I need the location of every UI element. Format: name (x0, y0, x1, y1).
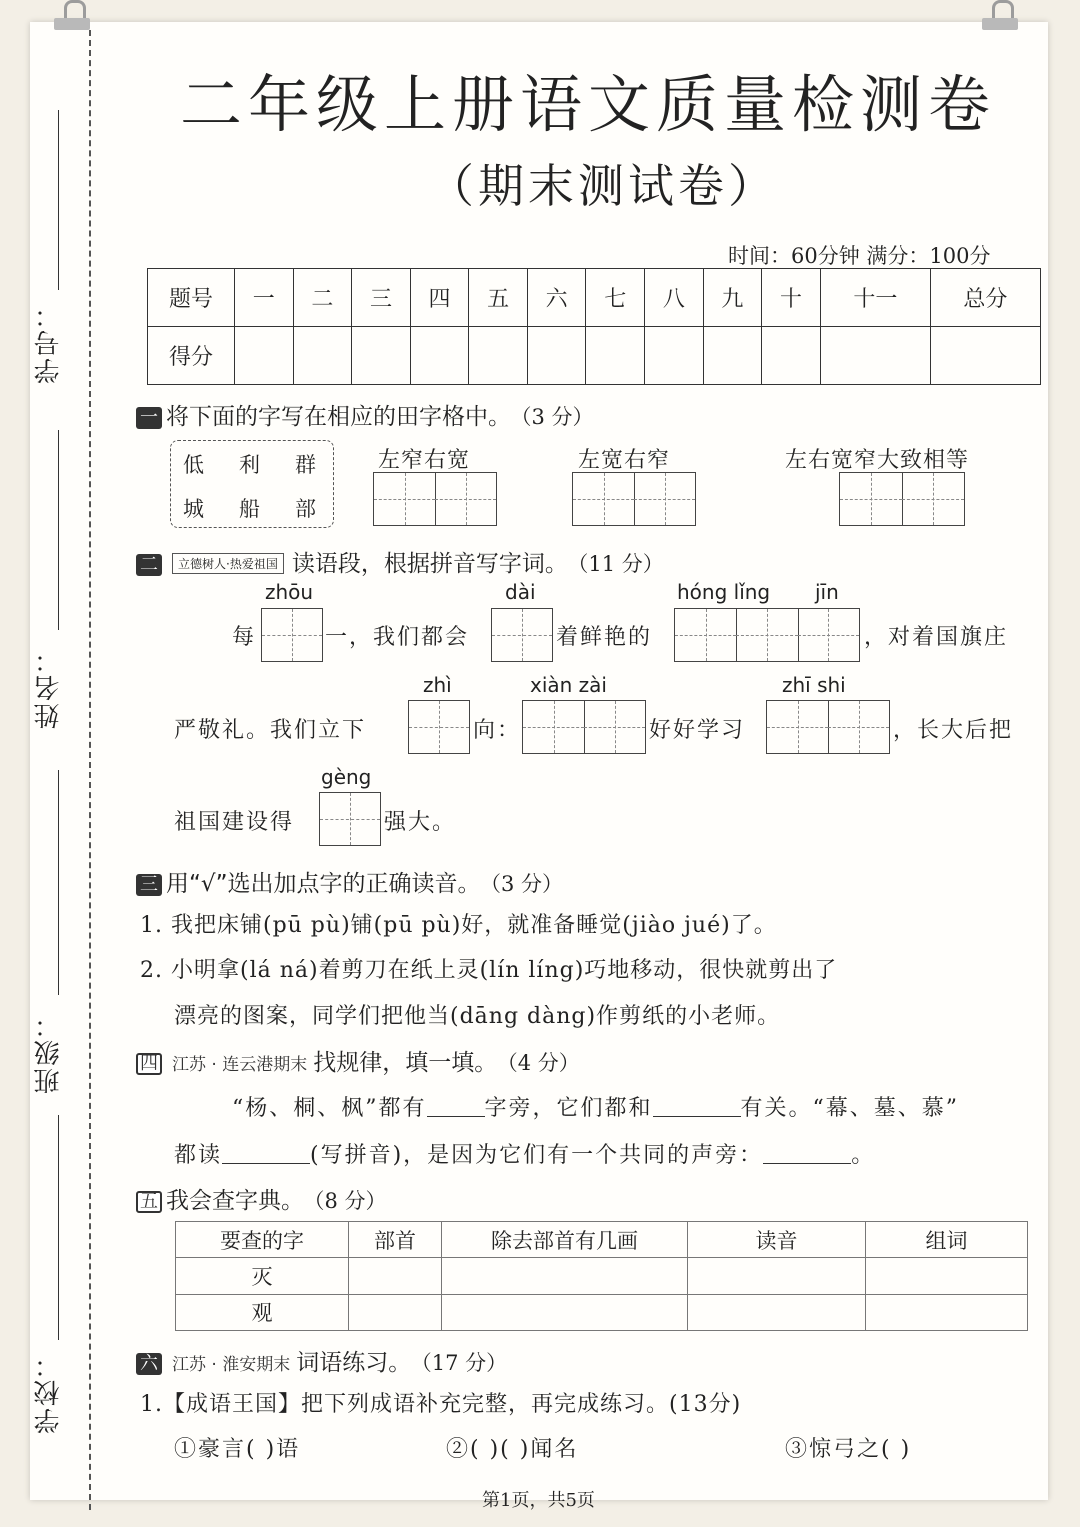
passage-text: 每 (232, 625, 257, 650)
category-label: 左窄右宽 (378, 448, 471, 473)
table-row (176, 1294, 1028, 1330)
lookup-char: 观 (176, 1294, 349, 1330)
score-header-cell: 一 (235, 269, 294, 327)
section-6-heading (136, 1344, 507, 1377)
column-header: 部首 (349, 1222, 442, 1258)
score-cell[interactable] (527, 327, 586, 385)
dictionary-header-row (176, 1222, 1028, 1258)
section-tag: 立德树人·热爱祖国 (172, 553, 284, 574)
tianzige-grid[interactable] (408, 700, 470, 754)
section-3-heading (136, 865, 563, 898)
char: 利 (239, 453, 260, 477)
grid-cell[interactable] (573, 473, 635, 525)
pattern-text: 字旁，它们都和 (484, 1096, 653, 1121)
grid-cell[interactable] (584, 701, 645, 753)
section-2-heading (136, 545, 664, 578)
grid-guide (859, 701, 860, 753)
grid-cell[interactable] (798, 609, 859, 661)
school-line[interactable] (58, 1115, 59, 1340)
pinyin: hóng lǐng (677, 580, 771, 604)
name-label: 姓名： (34, 645, 64, 729)
characters-box (170, 440, 334, 528)
passage-text: 祖国建设得 (174, 810, 295, 835)
answer-blank[interactable] (653, 1116, 741, 1117)
dictionary-table (175, 1221, 1028, 1331)
answer-cell[interactable] (866, 1258, 1028, 1294)
grid-guide (604, 473, 605, 525)
score-header-cell: 题号 (148, 269, 235, 327)
grid-cell[interactable] (262, 609, 322, 661)
grid-cell[interactable] (634, 473, 695, 525)
question-2-cont: 漂亮的图案，同学们把他当(dāng dàng)作剪纸的小老师。 (174, 1004, 781, 1029)
school-label: 学校： (34, 1350, 64, 1434)
passage-text: 严敬礼。我们立下 (174, 718, 367, 743)
score-cell[interactable] (410, 327, 469, 385)
section-title: 读语段，根据拼音写字词。 (291, 551, 568, 577)
category-label: 左右宽窄大致相等 (785, 448, 970, 473)
score-cell[interactable] (762, 327, 821, 385)
section-points: （17 分） (421, 1351, 508, 1375)
grid-cell[interactable] (902, 473, 964, 525)
grid-guide (466, 473, 467, 525)
binder-clip-icon (52, 0, 92, 40)
answer-cell[interactable] (349, 1294, 442, 1330)
category-label: 左宽右窄 (578, 448, 671, 473)
score-header-cell: 五 (469, 269, 528, 327)
score-header-cell: 四 (410, 269, 469, 327)
section-number: 四 (136, 1053, 162, 1075)
tianzige-grid[interactable] (261, 608, 323, 662)
section-number: 五 (136, 1191, 162, 1213)
answer-blank[interactable] (427, 1116, 485, 1117)
section-5-heading (136, 1182, 387, 1215)
grid-cell[interactable] (767, 701, 829, 753)
column-header: 读音 (688, 1222, 866, 1258)
answer-cell[interactable] (442, 1258, 688, 1294)
idiom-item[interactable]: ③惊弓之( ) (785, 1437, 912, 1462)
section-4-heading (136, 1044, 580, 1077)
tianzige-grid[interactable] (766, 700, 890, 754)
column-header: 组词 (866, 1222, 1028, 1258)
idiom-question: 1.【成语王国】把下列成语补充完整，再完成练习。(13分) (140, 1392, 742, 1417)
student-no-line[interactable] (58, 110, 59, 290)
class-line[interactable] (58, 770, 59, 995)
tianzige-grid[interactable] (491, 608, 553, 662)
score-row-label: 得分 (148, 327, 235, 385)
question-1: 1. 我把床铺(pū pù)铺(pū pù)好，就准备睡觉(jiào jué)了。 (140, 913, 777, 938)
grid-cell[interactable] (435, 473, 496, 525)
grid-guide (767, 609, 768, 661)
grid-cell[interactable] (840, 473, 903, 525)
section-source: 江苏 · 淮安期末 (172, 1355, 291, 1375)
tianzige-grid[interactable] (572, 472, 696, 526)
tianzige-grid[interactable] (839, 472, 965, 526)
passage-text: 好好学习 (649, 718, 746, 743)
char: 群 (295, 453, 316, 477)
grid-guide (933, 473, 934, 525)
grid-cell[interactable] (409, 701, 469, 753)
page-title: 二年级上册语文质量检测卷 (180, 68, 997, 141)
grid-guide (706, 609, 707, 661)
grid-guide (615, 701, 616, 753)
section-title: 我会查字典。 (166, 1188, 304, 1214)
idiom-item[interactable]: ①豪言( )语 (174, 1437, 301, 1462)
answer-blank[interactable] (222, 1163, 310, 1164)
score-header-cell: 六 (527, 269, 586, 327)
tianzige-grid[interactable] (319, 792, 381, 846)
answer-blank[interactable] (763, 1163, 851, 1164)
section-1-heading (136, 398, 594, 431)
section-points: （8 分） (314, 1189, 387, 1213)
score-cell[interactable] (586, 327, 645, 385)
answer-cell[interactable] (688, 1258, 866, 1294)
score-header-cell: 十 (762, 269, 821, 327)
grid-guide (439, 701, 440, 753)
pinyin: dài (505, 580, 536, 604)
score-cell[interactable] (930, 327, 1040, 385)
grid-guide (554, 701, 555, 753)
score-header-cell: 十一 (820, 269, 930, 327)
grid-guide (350, 793, 351, 845)
section-number: 三 (136, 874, 162, 896)
section-points: （4 分） (507, 1051, 580, 1075)
answer-cell[interactable] (349, 1258, 442, 1294)
section-points: （3 分） (490, 872, 564, 896)
passage-text: 着鲜艳的 (556, 625, 653, 650)
score-cell[interactable] (235, 327, 294, 385)
grid-cell[interactable] (736, 609, 798, 661)
char: 部 (295, 497, 316, 521)
time-info: 时间：60分钟 满分：100分 (728, 244, 991, 268)
score-cell[interactable] (352, 327, 411, 385)
pinyin: gèng (321, 765, 372, 789)
pattern-line-1 (232, 1091, 959, 1122)
score-header-row (148, 269, 1041, 327)
score-cell[interactable] (645, 327, 704, 385)
score-header-cell: 八 (645, 269, 704, 327)
grid-guide (798, 701, 799, 753)
score-cell[interactable] (820, 327, 930, 385)
pinyin: zhì (423, 673, 452, 697)
grid-cell[interactable] (492, 609, 552, 661)
section-title: 词语练习。 (296, 1350, 412, 1376)
grid-guide (522, 609, 523, 661)
binding-line (89, 30, 91, 1510)
tianzige-grid[interactable] (674, 608, 860, 662)
pattern-text: 。 (851, 1143, 876, 1168)
column-header: 要查的字 (176, 1222, 349, 1258)
score-header-cell: 三 (352, 269, 411, 327)
answer-cell[interactable] (688, 1294, 866, 1330)
pattern-text: 有关。“幕、墓、慕” (740, 1096, 960, 1121)
passage-text: 一，我们都会 (325, 625, 470, 650)
pinyin: jīn (815, 580, 839, 604)
pinyin: zhī shi (782, 673, 846, 697)
answer-cell[interactable] (866, 1294, 1028, 1330)
section-source: 江苏 · 连云港期末 (172, 1055, 308, 1075)
section-number: 二 (136, 554, 162, 576)
student-no-label: 学号： (34, 300, 64, 384)
score-cell[interactable] (703, 327, 762, 385)
grid-guide (292, 609, 293, 661)
passage-text: 向： (473, 718, 522, 743)
answer-cell[interactable] (442, 1294, 688, 1330)
score-header-cell: 九 (703, 269, 762, 327)
passage-text: 强大。 (384, 810, 457, 835)
section-points: （11 分） (577, 552, 664, 576)
section-number: 一 (136, 407, 162, 429)
grid-guide (405, 473, 406, 525)
pattern-text: 都读 (174, 1143, 223, 1168)
pinyin: xiàn zài (530, 673, 607, 697)
score-row (148, 327, 1041, 385)
page-footer: 第1页，共5页 (482, 1490, 595, 1511)
grid-cell[interactable] (374, 473, 436, 525)
tianzige-grid[interactable] (522, 700, 646, 754)
page-subtitle: （期末测试卷） (428, 159, 778, 213)
section-points: （3 分） (521, 405, 594, 429)
char: 船 (239, 497, 260, 521)
score-cell[interactable] (469, 327, 528, 385)
idiom-item[interactable]: ②( )( )闻名 (446, 1437, 579, 1462)
pattern-line-2 (174, 1138, 875, 1169)
name-line[interactable] (58, 430, 59, 630)
tianzige-grid[interactable] (373, 472, 497, 526)
pattern-text: “杨、桐、枫”都有 (232, 1096, 427, 1121)
grid-cell[interactable] (320, 793, 380, 845)
score-header-cell: 七 (586, 269, 645, 327)
table-row (176, 1258, 1028, 1294)
grid-cell[interactable] (828, 701, 889, 753)
char: 低 (183, 453, 204, 477)
grid-guide (665, 473, 666, 525)
score-header-cell: 二 (293, 269, 352, 327)
class-label: 班级： (34, 1010, 64, 1094)
score-header-cell: 总分 (930, 269, 1040, 327)
grid-guide (871, 473, 872, 525)
grid-guide (828, 609, 829, 661)
grid-cell[interactable] (523, 701, 585, 753)
question-2: 2. 小明拿(lá ná)着剪刀在纸上灵(lín líng)巧地移动，很快就剪出了 (140, 958, 838, 983)
passage-text: ，对着国旗庄 (864, 625, 1009, 650)
binder-clip-icon (980, 0, 1020, 40)
score-table (147, 268, 1041, 385)
section-title: 用“√”选出加点字的正确读音。 (166, 871, 481, 897)
section-title: 找规律，填一填。 (313, 1050, 498, 1076)
grid-cell[interactable] (675, 609, 737, 661)
section-title: 将下面的字写在相应的田字格中。 (166, 404, 511, 430)
pinyin: zhōu (265, 580, 314, 604)
column-header: 除去部首有几画 (442, 1222, 688, 1258)
char: 城 (183, 497, 204, 521)
lookup-char: 灭 (176, 1258, 349, 1294)
passage-text: ，长大后把 (893, 718, 1014, 743)
pattern-text: (写拼音)，是因为它们有一个共同的声旁： (310, 1143, 764, 1168)
section-number: 六 (136, 1353, 162, 1375)
score-cell[interactable] (293, 327, 352, 385)
